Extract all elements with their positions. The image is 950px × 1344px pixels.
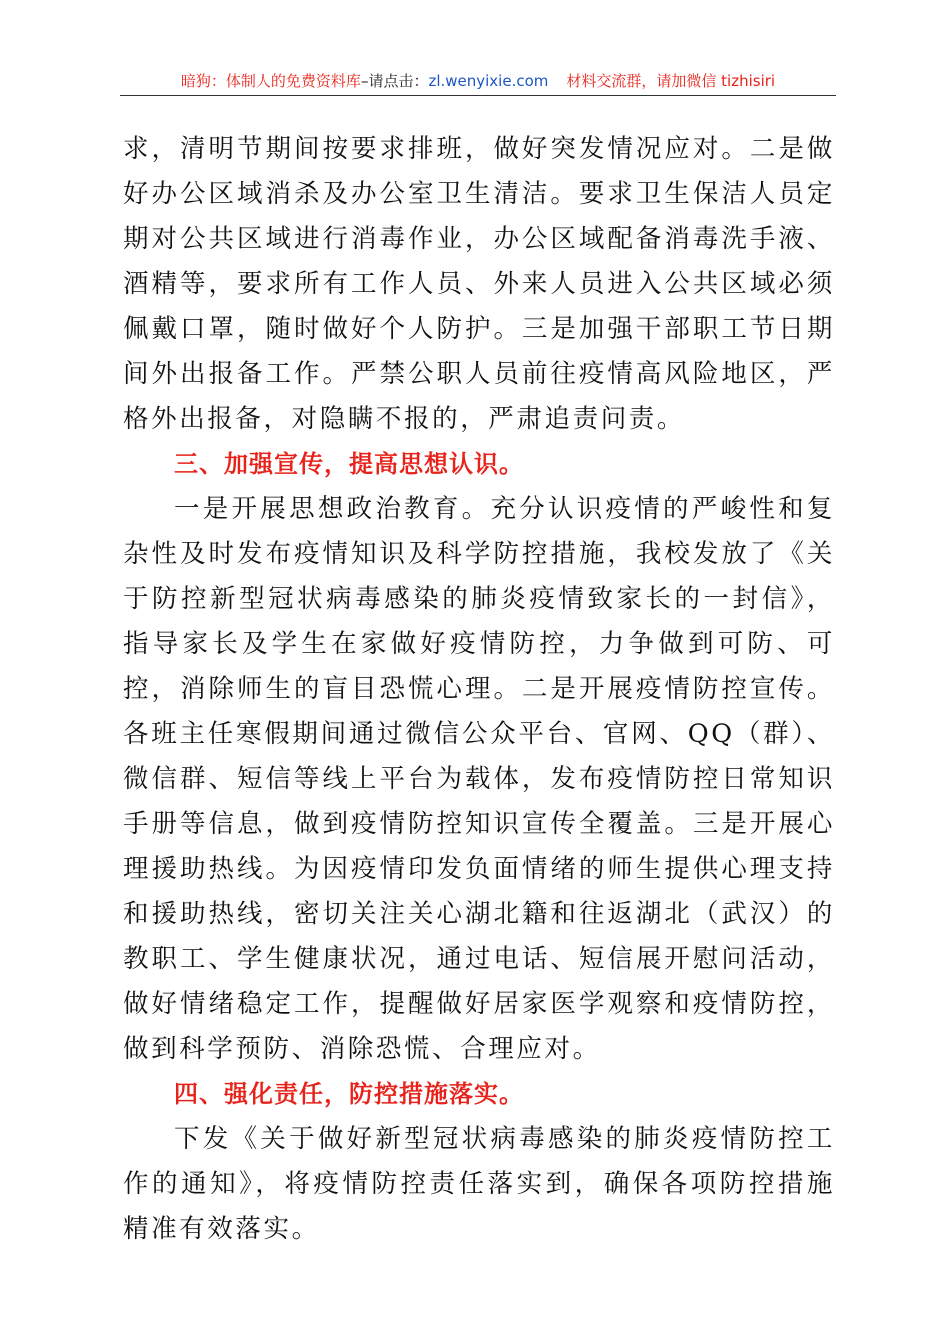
header-url-link[interactable]: zl.wenyixie.com [428, 72, 549, 90]
document-body [123, 127, 835, 1252]
header-site-name: 暗狗：体制人的免费资料库 [180, 72, 361, 90]
body-paragraph-continued: 求，清明节期间按要求排班，做好突发情况应对。二是做好办公区域消杀及办公室卫生清洁。要求卫生保洁人员定期对公共区域进行消毒作业，办公区域配备消毒洗手液、酒精等，要求所有工作人员、外来人员进入公共区域必须佩戴口罩，随时做好个人防护。三是加强干部职工节日期间外出报备工作。严禁公职人员前往疫情高风险地区，严格外出报备，对隐瞒不报的，严肃追责问责。 [123, 134, 835, 434]
body-paragraph-publicity: 一是开展思想政治教育。充分认识疫情的严峻性和复杂性及时发布疫情知识及科学防控措施，我校发放了《关于防控新型冠状病毒感染的肺炎疫情致家长的一封信》，指导家长及学生在家做好疫情防控，力争做到可防、可控，消除师生的盲目恐慌心理。二是开展疫情防控宣传。各班主任寒假期间通过微信公众平台、官网、QQ（群）、微信群、短信等线上平台为载体，发布疫情防控日常知识手册等信息，做到疫情防控知识宣传全覆盖。三是开展心理援助热线。为因疫情印发负面情绪的师生提供心理支持和援助热线，密切关注关心湖北籍和往返湖北（武汉）的教职工、学生健康状况，通过电话、短信展开慰问活动，做好情绪稳定工作，提醒做好居家医学观察和疫情防控，做到科学预防、消除恐慌、合理应对。 [123, 494, 835, 1064]
section-heading-3: 三、加强宣传，提高思想认识。 [174, 450, 524, 478]
page-header [120, 68, 836, 94]
header-wechat-note: 材料交流群，请加微信 tizhisiri [566, 72, 776, 90]
header-divider [120, 95, 836, 96]
body-paragraph-responsibility: 下发《关于做好新型冠状病毒感染的肺炎疫情防控工作的通知》，将疫情防控责任落实到，确保各项防控措施精准有效落实。 [123, 1124, 835, 1244]
section-heading-4: 四、强化责任，防控措施落实。 [174, 1080, 524, 1108]
header-click-prompt: –请点击： [360, 72, 429, 90]
